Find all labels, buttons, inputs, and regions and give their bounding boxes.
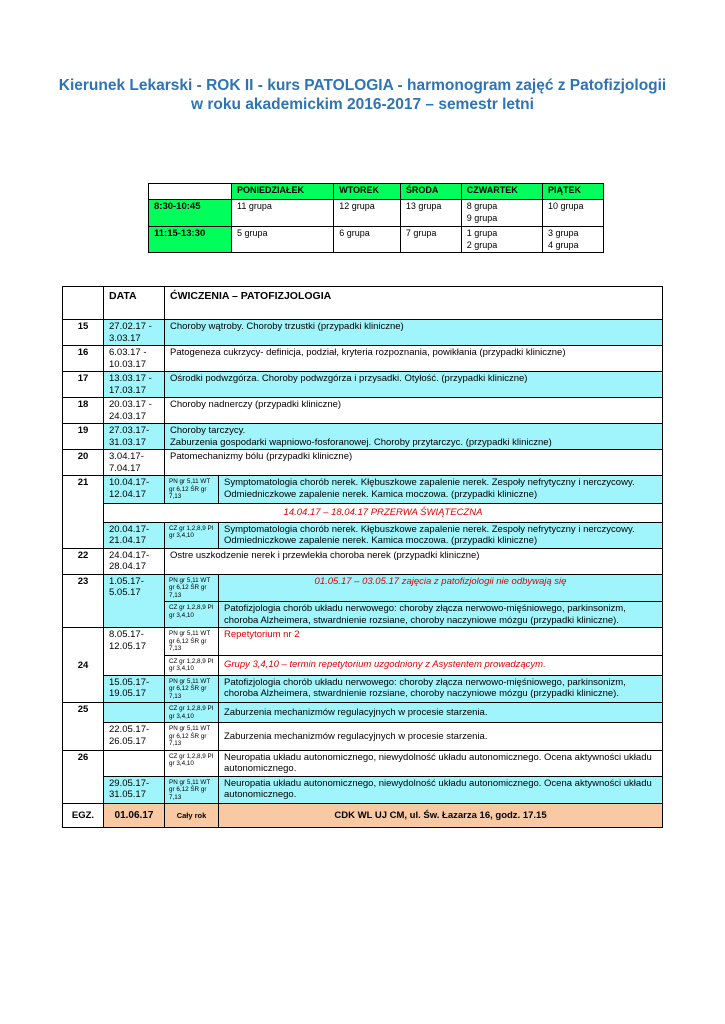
week-number: 26 [63, 750, 104, 804]
exercise-schedule [62, 286, 663, 828]
table-row [63, 776, 663, 804]
week-date: 15.05.17- 19.05.17 [104, 675, 165, 703]
table-row [63, 703, 663, 723]
time-slot: 8:30-10:45 [149, 200, 232, 227]
topic-cell: Patofizjologia chorób układu nerwowego: choroby złącza nerwowo-mięśniowego, parkinsonizm, choroba Alzheimera, stwardnienie rozsiane, choroby naczyniowe mózgu (przypadki kliniczne). [219, 675, 663, 703]
group-cell: 12 grupa [334, 200, 401, 227]
schedule-header-row [63, 287, 663, 320]
topic-cell: Patomechanizmy bólu (przypadki kliniczne) [165, 450, 663, 476]
week-number: 16 [63, 346, 104, 372]
groups-cell: CZ gr 1,2,8,9 PI gr 3,4,10 [165, 655, 219, 675]
week-number: 19 [63, 424, 104, 450]
groups-cell: CZ gr 1,2,8,9 PI gr 3,4,10 [165, 750, 219, 776]
timetable-corner-cell [149, 184, 232, 200]
group-cell [542, 227, 603, 253]
title-line-1: Kierunek Lekarski - ROK II - kurs PATOLOGIA - harmonogram zajęć z Patofizjologii [58, 77, 667, 94]
week-date: 20.04.17- 21.04.17 [104, 522, 165, 548]
date-header: DATA [104, 287, 165, 320]
week-date: 6.03.17 - 10.03.17 [104, 346, 165, 372]
table-row [63, 750, 663, 776]
week-number: 22 [63, 548, 104, 574]
table-row [63, 503, 663, 522]
topic-line: Choroby tarczycy. [170, 425, 246, 436]
time-slot: 11:15-13:30 [149, 227, 232, 253]
group-cell: 10 grupa [542, 200, 603, 227]
page-title [0, 76, 725, 114]
groups-cell: PN gr 5,11 WT gr 6,12 ŚR gr 7,13 [165, 675, 219, 703]
topic-cell: Zaburzenia mechanizmów regulacyjnych w procesie starzenia. [219, 723, 663, 751]
group-cell: 11 grupa [232, 200, 334, 227]
week-date: 27.03.17- 31.03.17 [104, 424, 165, 450]
timetable-header-row [149, 184, 604, 200]
groups-cell: CZ gr 1,2,8,9 PI gr 3,4,10 [165, 602, 219, 628]
week-number: 24 [77, 660, 89, 671]
group-name: 1 grupa [466, 228, 498, 238]
timetable-row-midday [149, 227, 604, 253]
week-date: 1.05.17- 5.05.17 [104, 574, 165, 628]
topic-cell: Choroby wątroby. Choroby trzustki (przypadki kliniczne) [165, 320, 663, 346]
week-date: 13.03.17 - 17.03.17 [104, 372, 165, 398]
day-wednesday: ŚRODA [400, 184, 461, 200]
exam-place: CDK WL UJ CM, ul. Św. Łazarza 16, godz. 17.15 [219, 804, 663, 828]
topic-cell: Repetytorium nr 2 [219, 628, 663, 656]
week-number: 20 [63, 450, 104, 476]
group-cell [461, 227, 542, 253]
topic-cell: Symptomatologia chorób nerek. Kłębuszkowe zapalenie nerek. Zespoły nefrytyczny i nerczycowy. Odmiedniczkowe zapalenie nerek. Kamica moczowa. (przypadki kliniczne) [219, 522, 663, 548]
week-number: 23 [63, 574, 104, 628]
group-cell [461, 200, 542, 227]
table-row [63, 522, 663, 548]
topic-cell: Ośrodki podwzgórza. Choroby podwzgórza i przysadki. Otyłość. (przypadki kliniczne) [165, 372, 663, 398]
cancellation-notice: 01.05.17 – 03.05.17 zajęcia z patofizjologii nie odbywają się [219, 574, 663, 602]
topic-cell: Patogeneza cukrzycy- definicja, podział, kryteria rozpoznania, powikłania (przypadki kliniczne) [165, 346, 663, 372]
group-name: 8 grupa [466, 201, 498, 211]
week-date: 20.03.17 - 24.03.17 [104, 398, 165, 424]
exam-who: Cały rok [165, 804, 219, 828]
week-number: 17 [63, 372, 104, 398]
week-number: 15 [63, 320, 104, 346]
table-row [63, 723, 663, 751]
exam-row [63, 804, 663, 828]
title-line-2: w roku akademickim 2016-2017 – semestr letni [191, 96, 534, 113]
table-row [63, 628, 663, 656]
week-date: 10.04.17- 12.04.17 [104, 476, 165, 504]
topic-cell: Ostre uszkodzenie nerek i przewlekła choroba nerek (przypadki kliniczne) [165, 548, 663, 574]
group-cell: 5 grupa [232, 227, 334, 253]
repetitorium-note: Grupy 3,4,10 – termin repetytorium uzgodniony z Asystentem prowadzącym. [219, 655, 663, 675]
week-date: 27.02.17 - 3.03.17 [104, 320, 165, 346]
table-row [63, 675, 663, 703]
topic-cell: Patofizjologia chorób układu nerwowego: choroby złącza nerwowo-mięśniowego, parkinsonizm, choroba Alzheimera, stwardnienie rozsiane, choroby naczyniowe mózgu (przypadki kliniczne). [219, 602, 663, 628]
week-date: 8.05.17- 12.05.17 [104, 628, 165, 676]
exam-label: EGZ. [63, 804, 104, 828]
group-timetable [148, 183, 604, 253]
topic-header: ĆWICZENIA – PATOFIZJOLOGIA [165, 287, 663, 320]
week-date: 3.04.17- 7.04.17 [104, 450, 165, 476]
group-name: 3 grupa [547, 228, 579, 238]
holiday-break-notice: 14.04.17 – 18.04.17 PRZERWA ŚWIĄTECZNA [104, 503, 663, 522]
topic-line: Zaburzenia gospodarki wapniowo-fosforanowej. Choroby przytarczyc. (przypadki kliniczne) [170, 436, 552, 448]
topic-cell: Neuropatia układu autonomicznego, niewydolność układu autonomicznego. Ocena aktywności układu autonomicznego. [219, 750, 663, 776]
table-row [63, 574, 663, 602]
week-number: 18 [63, 398, 104, 424]
table-row [63, 548, 663, 574]
groups-cell: PN gr 5,11 WT gr 6,12 ŚR gr 7,13 [165, 723, 219, 751]
topic-cell: Symptomatologia chorób nerek. Kłębuszkowe zapalenie nerek. Zespoły nefrytyczny i nerczycowy. Odmiedniczkowe zapalenie nerek. Kamica moczowa. (przypadki kliniczne) [219, 476, 663, 504]
table-row [63, 346, 663, 372]
group-name: 9 grupa [466, 212, 498, 223]
day-thursday: CZWARTEK [461, 184, 542, 200]
group-cell: 13 grupa [400, 200, 461, 227]
table-row [63, 424, 663, 450]
groups-cell: PN gr 5,11 WT gr 6,12 ŚR gr 7,13 [165, 476, 219, 504]
week-date: 24.04.17- 28.04.17 [104, 548, 165, 574]
timetable-row-morning [149, 200, 604, 227]
topic-cell: Choroby nadnerczy (przypadki kliniczne) [165, 398, 663, 424]
groups-cell: PN gr 5,11 WT gr 6,12 ŚR gr 7,13 [165, 776, 219, 804]
table-row [63, 450, 663, 476]
day-tuesday: WTOREK [334, 184, 401, 200]
table-row [63, 320, 663, 346]
group-name: 4 grupa [547, 239, 579, 250]
week-number: 21 [63, 476, 104, 549]
group-cell: 6 grupa [334, 227, 401, 253]
group-cell: 7 grupa [400, 227, 461, 253]
groups-cell: PN gr 5,11 WT gr 6,12 ŚR gr 7,13 [165, 628, 219, 656]
week-date: 29.05.17- 31.05.17 [104, 776, 165, 804]
day-monday: PONIEDZIAŁEK [232, 184, 334, 200]
topic-cell: Zaburzenia mechanizmów regulacyjnych w procesie starzenia. [219, 703, 663, 723]
groups-cell: PN gr 5,11 WT gr 6,12 ŚR gr 7,13 [165, 574, 219, 602]
exam-date: 01.06.17 [104, 804, 165, 828]
week-number: 25 [63, 703, 104, 751]
week-number-cell [63, 628, 104, 703]
group-name: 2 grupa [466, 239, 498, 250]
week-date [104, 750, 165, 776]
groups-cell: CZ gr 1,2,8,9 PI gr 3,4,10 [165, 522, 219, 548]
table-row [63, 476, 663, 504]
week-date: 22.05.17- 26.05.17 [104, 723, 165, 751]
table-row [63, 398, 663, 424]
table-row [63, 372, 663, 398]
groups-cell: CZ gr 1,2,8,9 PI gr 3,4,10 [165, 703, 219, 723]
week-header-cell [63, 287, 104, 320]
topic-cell: Neuropatia układu autonomicznego, niewydolność układu autonomicznego. Ocena aktywności układu autonomicznego. [219, 776, 663, 804]
topic-cell [165, 424, 663, 450]
day-friday: PIĄTEK [542, 184, 603, 200]
week-date [104, 703, 165, 723]
